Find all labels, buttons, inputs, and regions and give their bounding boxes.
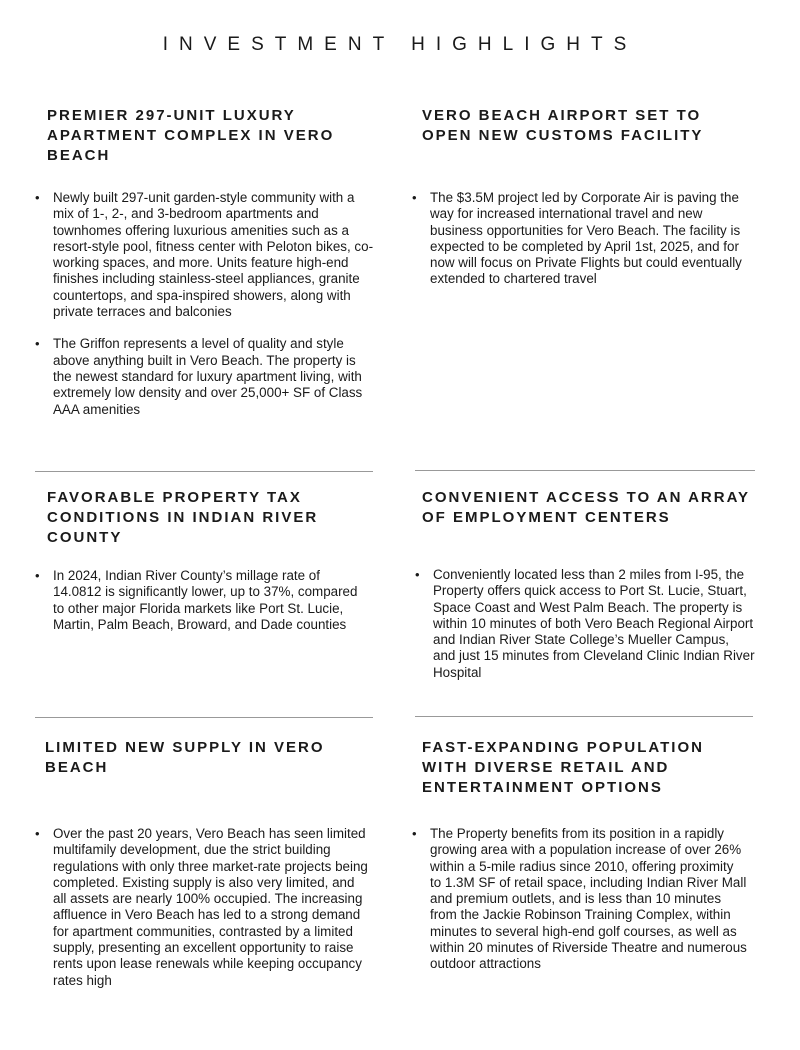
bullet-item: • Newly built 297-unit garden-style community with a mix of 1-, 2-, and 3-bedroom apartments and townhomes offering luxurious amenities such as a resort-style pool, fitness center with Peloton bikes, co-working spaces, and more. Units feature high-end finishes including stainless-steel appliances, granite countertops, and spa-inspired showers, along with private terraces and balconies — [35, 190, 375, 320]
bullet-item: • In 2024, Indian River County’s millage rate of 14.0812 is significantly lower, up to 37%, compared to other major Florida markets like Port St. Lucie, Martin, Palm Beach, Broward, and Dade counties — [35, 568, 365, 633]
highlight-bullets-limited-supply — [35, 826, 370, 1005]
page-title: INVESTMENT HIGHLIGHTS — [162, 34, 638, 55]
section-heading: PREMIER 297-UNIT LUXURY APARTMENT COMPLEX IN VERO BEACH — [47, 107, 335, 164]
divider — [415, 716, 753, 717]
divider — [35, 717, 373, 718]
highlight-section-property-tax — [47, 488, 367, 548]
bullet-item: • The Griffon represents a level of quality and style above anything built in Vero Beach. The property is the newest standard for luxury apartment living, with extremely low density and over 25,000+ SF of Class AAA amenities — [35, 336, 375, 417]
bullet-item: • The $3.5M project led by Corporate Air is paving the way for increased international travel and new business opportunities for Vero Beach. The facility is expected to be completed by April 1st, 2025, and for now will focus on Private Flights but could eventually extended to chartered travel — [412, 190, 742, 288]
bullet-item: • The Property benefits from its position in a rapidly growing area with a population increase of over 26% within a 5-mile radius since 2010, offering proximity to 1.3M SF of retail space, including Indian River Mall and premium outlets, and is less than 10 minutes from the Jackie Robinson Training Complex, within minutes to several high-end golf courses, as well as within 20 minutes of Riverside Theatre and numerous outdoor attractions — [412, 826, 747, 973]
highlight-bullets-property-tax — [35, 568, 365, 649]
highlight-section-employment-access — [422, 488, 762, 528]
section-heading: FAST-EXPANDING POPULATION WITH DIVERSE RETAIL AND ENTERTAINMENT OPTIONS — [422, 739, 704, 796]
highlight-section-limited-supply — [45, 738, 365, 778]
section-heading: CONVENIENT ACCESS TO AN ARRAY OF EMPLOYMENT CENTERS — [422, 489, 750, 526]
divider — [415, 470, 755, 471]
highlight-section-luxury-complex — [47, 106, 372, 166]
section-heading: VERO BEACH AIRPORT SET TO OPEN NEW CUSTOMS FACILITY — [422, 107, 704, 144]
section-heading: FAVORABLE PROPERTY TAX CONDITIONS IN INDIAN RIVER COUNTY — [47, 489, 319, 546]
highlight-section-airport-customs — [422, 106, 742, 146]
bullet-item: • Conveniently located less than 2 miles from I-95, the Property offers quick access to Port St. Lucie, Stuart, Space Coast and West Palm Beach. The property is within 10 minutes of both Vero Beach Regional Airport and Indian River State College’s Mueller Campus, and just 15 minutes from Cleveland Clinic Indian River Hospital — [415, 567, 755, 681]
highlight-bullets-population-retail — [412, 826, 747, 989]
divider — [35, 471, 373, 472]
highlight-section-population-retail — [422, 738, 742, 798]
highlight-bullets-employment-access — [415, 567, 755, 697]
highlight-bullets-airport-customs — [412, 190, 742, 304]
bullet-item: • Over the past 20 years, Vero Beach has seen limited multifamily development, due the strict building regulations with only three market-rate projects being completed. Existing supply is also very limited, and all assets are nearly 100% occupied. The increasing affluence in Vero Beach has led to a strong demand for apartment communities, contrasted by a limited supply, presenting an excellent opportunity to raise rents upon lease renewals while keeping occupancy rates high — [35, 826, 370, 989]
highlight-bullets-luxury-complex — [35, 190, 375, 434]
section-heading: LIMITED NEW SUPPLY IN VERO BEACH — [45, 739, 325, 776]
